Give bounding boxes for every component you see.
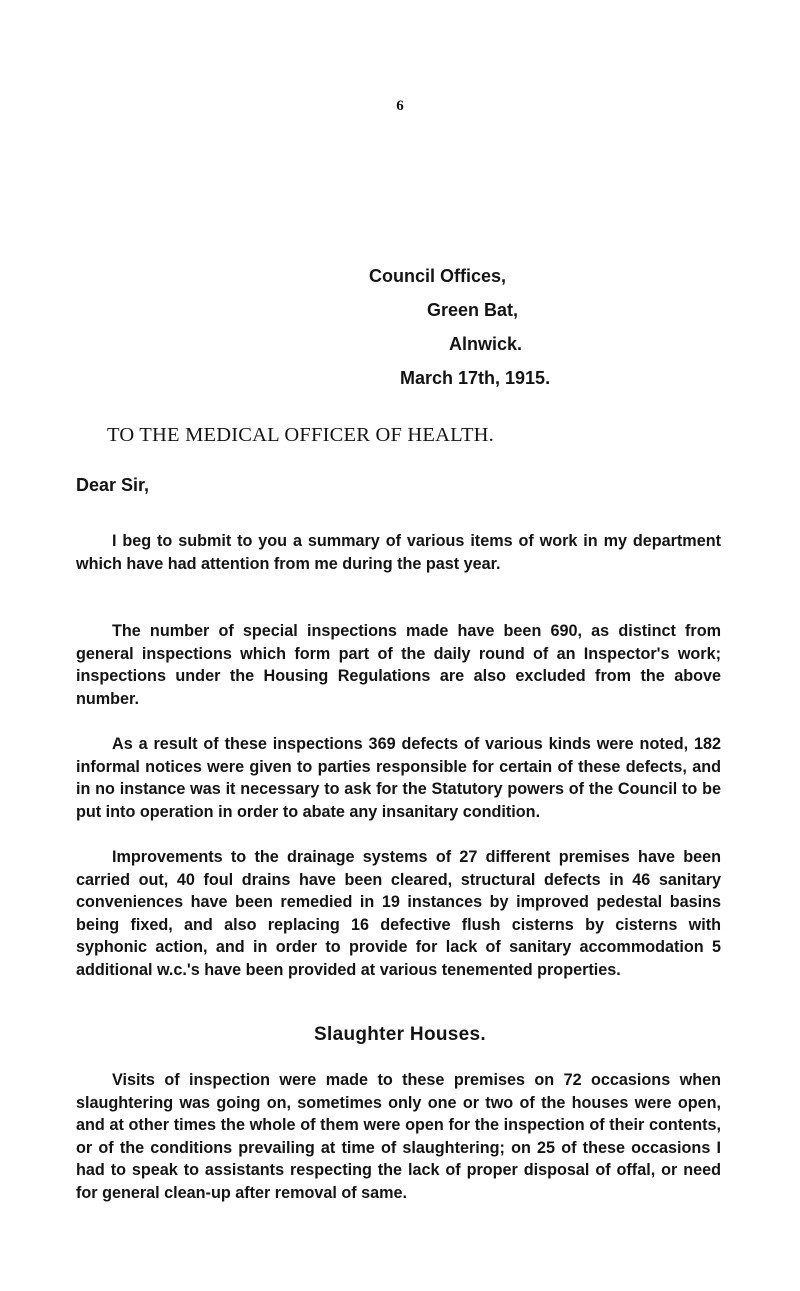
- address-date: March 17th, 1915.: [400, 368, 551, 388]
- paragraph-intro: I beg to submit to you a summary of various items of work in my department which have had attention from me during the past year.: [76, 532, 721, 573]
- address-line-street: Green Bat,: [427, 300, 519, 320]
- paragraph-defects: As a result of these inspections 369 defects of various kinds were noted, 182 informal notices were given to parties responsible for certain of these defects, and in no instance was it necessary to ask for the Statutory powers of the Council to be put into operation in order to abate any insanitary condition.: [76, 735, 721, 821]
- letter-heading: TO THE MEDICAL OFFICER OF HEALTH.: [107, 424, 495, 446]
- address-line-office: Council Offices,: [369, 266, 507, 286]
- address-line-town: Alnwick.: [449, 334, 523, 354]
- paragraph-slaughter-houses: Visits of inspection were made to these premises on 72 occasions when slaughtering was going on, sometimes only one or two of the houses were open, and at other times the whole of them were open for the inspection of their contents, or of the conditions prevailing at time of slaughtering; on 25 of these occasions I had to speak to assistants respecting the lack of proper disposal of offal, or need for general clean-up after removal of same.: [76, 1071, 721, 1202]
- page-number: 6: [396, 98, 404, 114]
- greeting: Dear Sir,: [76, 475, 150, 495]
- paragraph-improvements: Improvements to the drainage systems of 27 different premises have been carried out, 40 foul drains have been cleared, structural defects in 46 sanitary conveniences have been remedied in 19 instances by improved pedestal basins being fixed, and also replacing 16 defective flush cisterns by cisterns with syphonic action, and in order to provide for lack of sanitary accommodation 5 additional w.c.'s have been provided at various tenemented properties.: [76, 848, 721, 979]
- section-heading-slaughter-houses: Slaughter Houses.: [314, 1024, 486, 1045]
- paragraph-inspections: The number of special inspections made have been 690, as distinct from general inspections which form part of the daily round of an Inspector's work; inspections under the Housing Regulations are also excluded from the above number.: [76, 622, 721, 708]
